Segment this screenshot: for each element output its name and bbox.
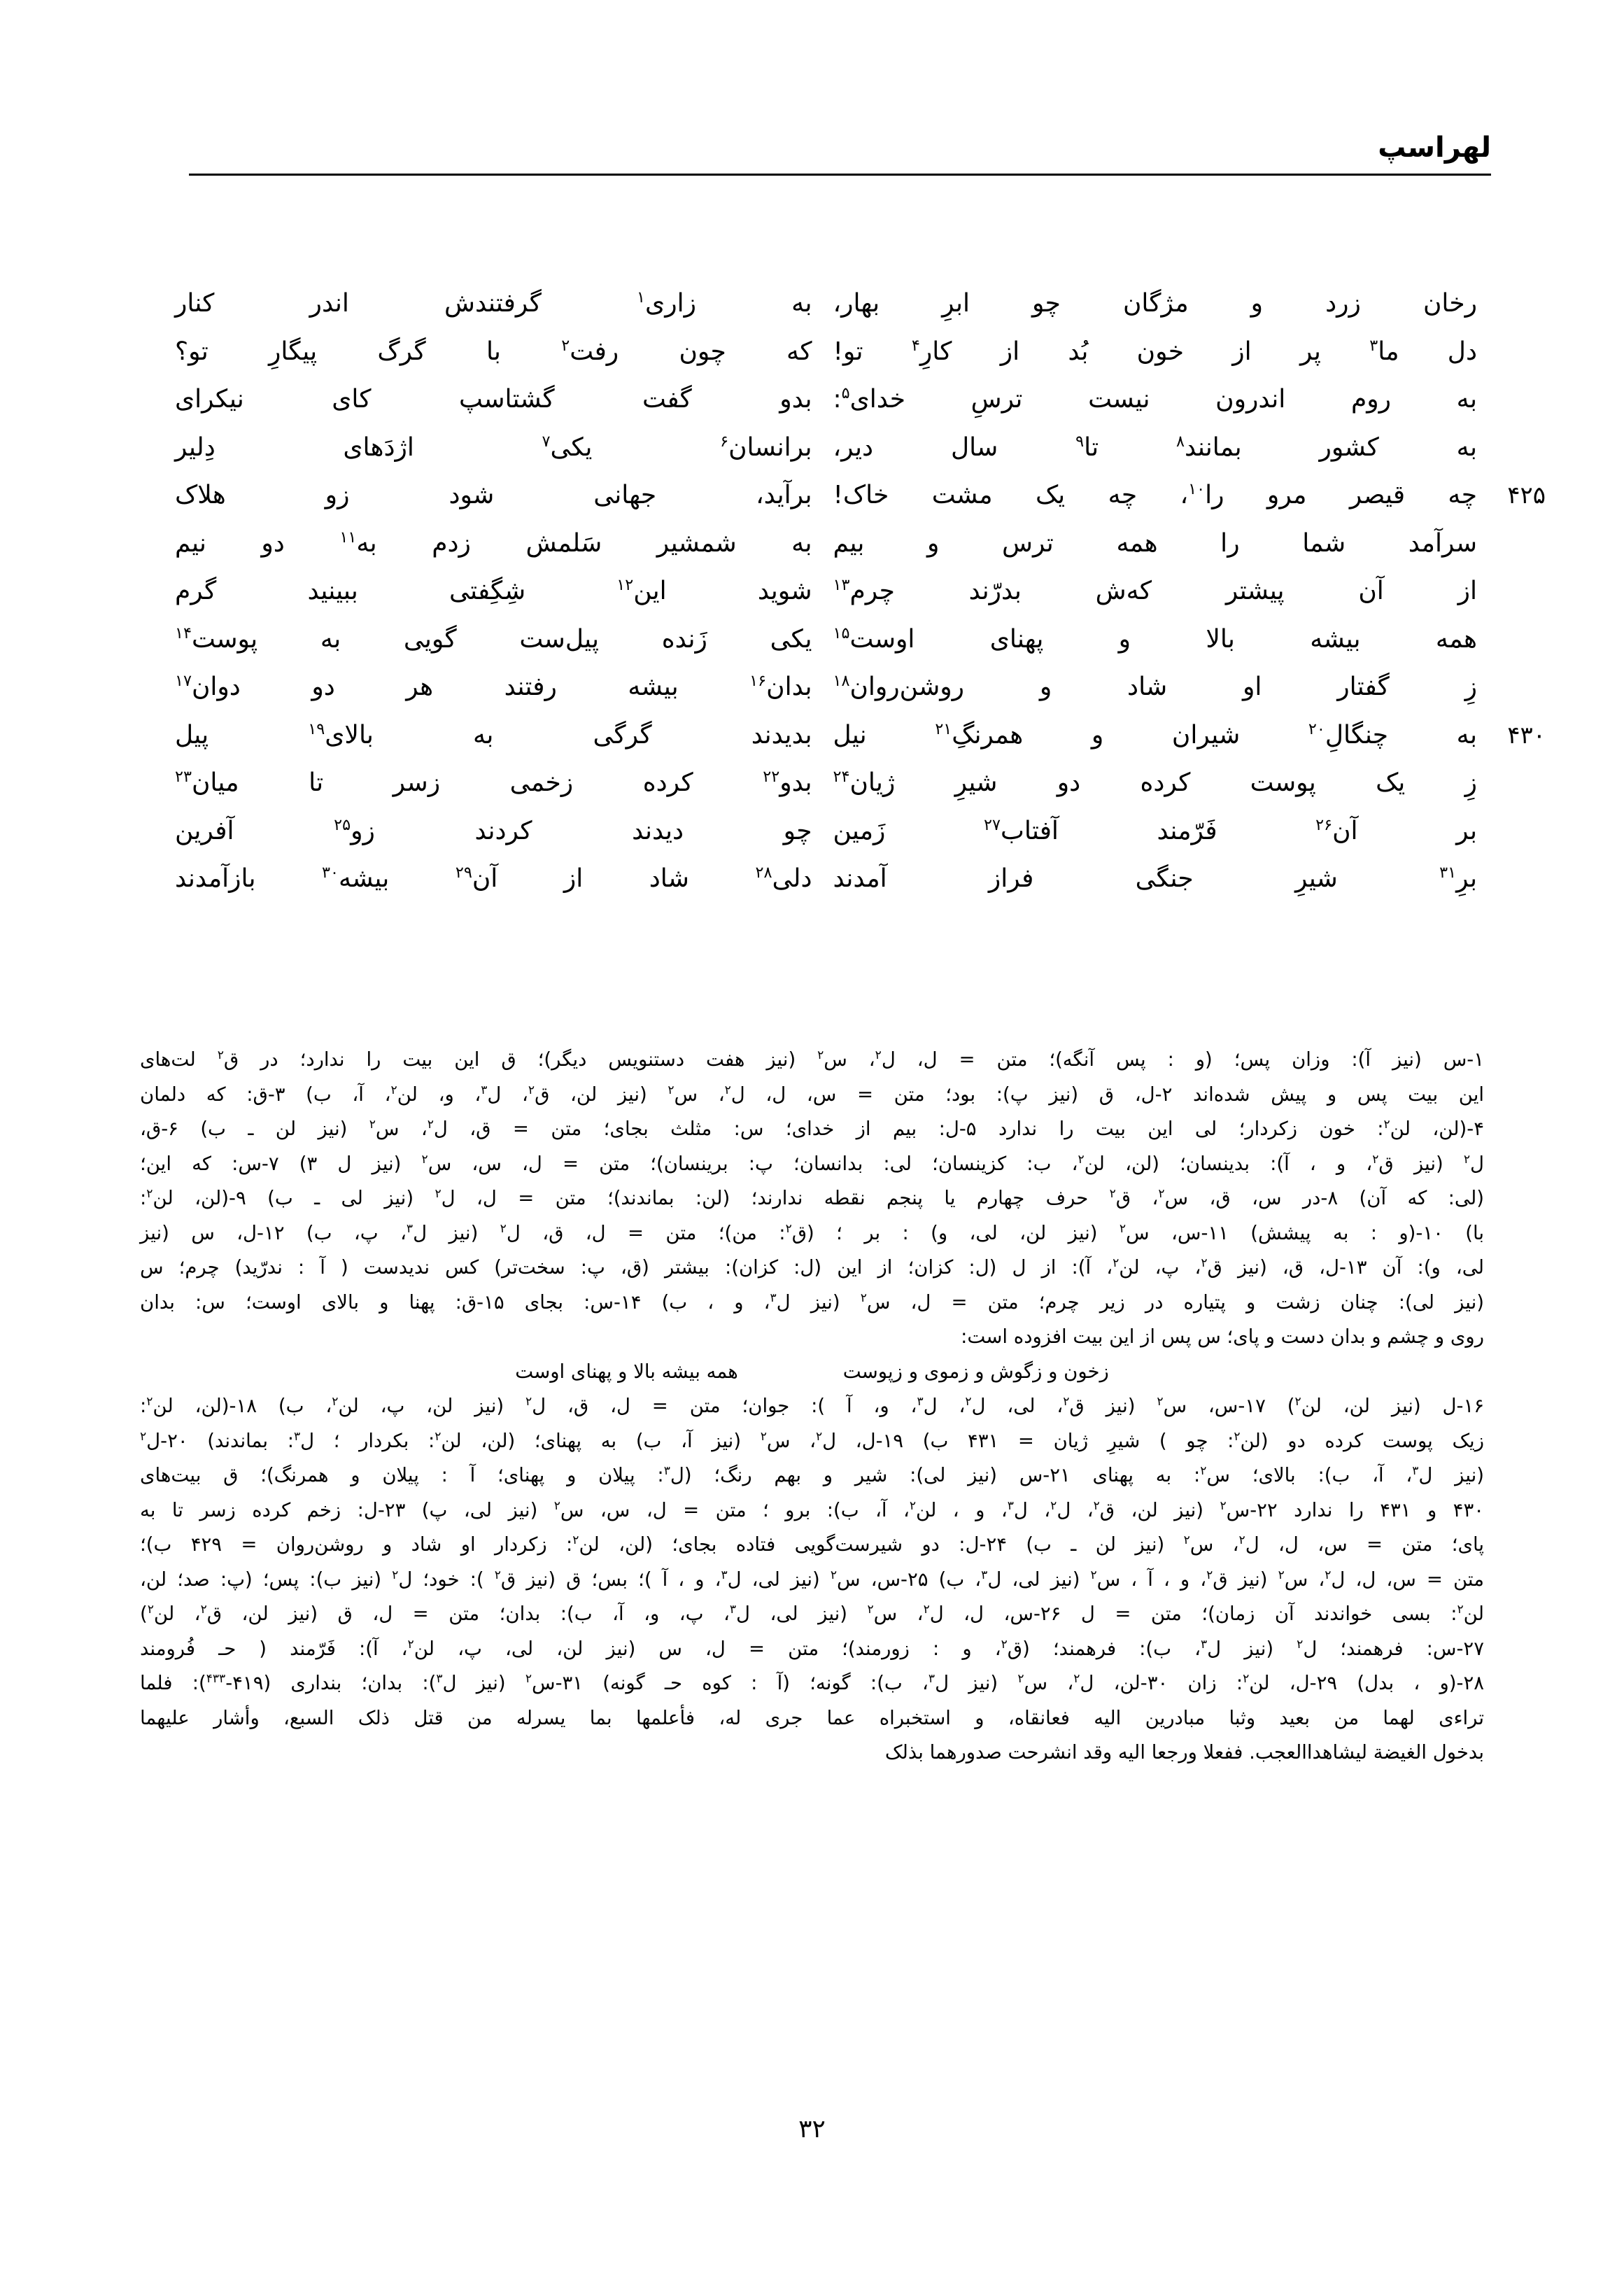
hemistich-first: برانسان$^۶$ یکی$^۷$ اژدَهای دِلیر	[175, 432, 812, 462]
verse-couplet	[147, 328, 1477, 377]
apparatus-line: ل$^۲$ (نیز ق$^۲$، و ، آ): بدینسان؛ (لن، لن$^۲$، ب: کزینسان؛ لی: بدانسان؛ پ: برینسان)؛ متن = ل، س، س$^۲$ (نیز ل ۳) ۷-س: که این؛	[140, 1152, 1484, 1175]
critical-apparatus	[140, 1043, 1484, 1771]
verse-couplet	[147, 472, 1546, 520]
apparatus-line: (نیز ل$^۳$، آ، ب): بالای؛ س$^۲$: به پهنای ۲۱-س (نیز لی): شیر و بهم رنگ؛ (ل$^۳$: پیلان و پهنای؛ آ : پیلان و همرنگ)؛ ق بیت‌های	[140, 1463, 1484, 1486]
apparatus-line: ۴-(لن، لن$^۲$: خون زکردار؛ لی این بیت را ندارد ۵-ل: بیم از خدای؛ س: مثلث بجای؛ متن = ق، ل$^۲$، س$^۲$ (نیز لن ـ ب) ۶-ق،	[140, 1117, 1484, 1140]
apparatus-inserted-hemistich-first: همه بیشه بالا و پهنای اوست	[515, 1360, 738, 1383]
hemistich-second: به چنگالِ$^{۲۰}$ شیران و همرنگِ$^{۲۱}$ نیل	[833, 719, 1478, 750]
apparatus-line: ۲۷-س: فرهمند؛ ل$^۲$ (نیز ل$^۳$، ب): فرهمند؛ (ق$^۲$، و : زورمند)؛ متن = ل، س (نیز لن، لی، پ، لن$^۲$، آ): فَرّمند ( حـ فُرومند	[140, 1637, 1484, 1660]
verse-couplet	[147, 280, 1477, 328]
hemistich-second: زِ یک پوست کرده دو شیرِ ژیان$^{۲۴}$	[833, 768, 1477, 797]
hemistich-first: که چون رفت$^۲$ با گرگ پیگارِ تو؟	[175, 336, 812, 366]
hemistich-first: دلی$^{۲۸}$ شاد از آن$^{۲۹}$ بیشه$^{۳۰}$ بازآمدند	[175, 864, 812, 893]
hemistich-first: شوید این$^{۱۲}$ شِگِفتی ببینید گرم	[175, 576, 812, 605]
hemistich-first: بدیدند گرگی به بالای$^{۱۹}$ پیل	[175, 719, 812, 750]
apparatus-line: روی و چشم و بدان دست و پای؛ س پس از این بیت افزوده است:	[961, 1325, 1484, 1348]
hemistich-first: به شمشیر سَلمش زدم به$^{۱۱}$ دو نیم	[175, 528, 812, 558]
apparatus-line: ۱۶-ل (نیز لن، لن$^۲$) ۱۷-س، س$^۲$ (نیز ق$^۲$، لی، ل$^۲$، ل$^۳$، و، آ ): جوان؛ متن = ل، ق، ل$^۲$ (نیز لن، پ، لن$^۲$، ب) ۱۸-(لن، لن$^۲$:	[140, 1394, 1484, 1417]
apparatus-line: بدخول الغیضة لیشاهدا‌العجب. ففعلا ورجعا الیه وقد انشرحت صدورهما بذلک	[884, 1741, 1484, 1764]
running-head-title: لهراسپ	[1378, 132, 1491, 164]
apparatus-line: زیک پوست کرده دو (لن$^۲$: چو ) شیرِ ژیان = ۴۳۱ ب) ۱۹-ل، ل$^۲$، س$^۲$ (نیز آ، ب) به پهنای؛ (لن، لن$^۲$: بکردار ؛ ل$^۳$: بماندند) ۲۰-ل$^۲$	[140, 1429, 1484, 1452]
verse-couplet	[147, 520, 1477, 568]
apparatus-line: تراءى لهما من بعید وثبا مبادرین الیه فعانقاه، و استخبراه عما جری له، فأعلمها بما یسرله من قتل ذلک السبع، وأشار علیهما	[140, 1706, 1484, 1729]
hemistich-first: بدان$^{۱۶}$ بیشه رفتند هر دو دوان$^{۱۷}$	[175, 672, 812, 701]
apparatus-inserted-hemistich-second: زخون و زگوش و زموی و زپوست	[842, 1360, 1109, 1383]
header-divider-rule	[189, 174, 1491, 176]
apparatus-line: (نیز لی): چنان زشت و پتیاره در زیر چرم؛ متن = ل، س$^۲$ (نیز ل$^۳$، و ، ب) ۱۴-س: بجای ۱۵-ق: پهنا و بالای اوست؛ س: بدان	[140, 1290, 1484, 1314]
apparatus-line: با) ۱۰-(و : به پیشش) ۱۱-س، س$^۲$ (نیز لن، لی، و) : بر ؛ (ق$^۲$: من)؛ متن = ل، ق، ل$^۲$ (نیز ل$^۳$، پ، ب) ۱۲-ل، س (نیز	[140, 1221, 1485, 1244]
apparatus-line: ۱-س (نیز آ): وزان پس؛ (و : پس آنگه)؛ متن = ل، ل$^۲$، س$^۲$ (نیز هفت دستنویس دیگر)؛ ق این بیت را ندارد؛ در ق$^۲$ لت‌های	[140, 1048, 1485, 1071]
hemistich-first: چو دیدند کردند زو$^{۲۵}$ آفرین	[175, 815, 812, 845]
verse-number: ۴۲۵	[1507, 481, 1546, 509]
apparatus-line: لی، و): آن ۱۳-ل، ق، (نیز ق$^۲$، پ، لن$^۲$، آ): از ل (ل: کزان؛ از این (ل: کزان): بیشتر (ق، پ: سخت‌تر) کس ندیدست ( آ : ندرّید) چرم؛ س	[140, 1255, 1484, 1279]
verse-couplet	[147, 855, 1477, 903]
apparatus-line: ۲۸-(و ، بدل) ۲۹-ل، لن$^۲$: زان ۳۰-لن، ل$^۲$، س$^۲$ (نیز ل$^۳$، ب): گونه؛ (آ : کوه حـ گونه) ۳۱-س$^۲$ (نیز ل$^۳$): بدان؛ بنداری (۴۱۹-$^{۴۳۳}$): فلما	[140, 1671, 1484, 1694]
running-head	[133, 130, 1491, 182]
hemistich-second: زِ گفتار او شاد و روشن‌روان$^{۱۸}$	[833, 672, 1477, 701]
hemistich-first: یکی زَنده پیل‌ست گویی به پوست$^{۱۴}$	[175, 624, 812, 654]
hemistich-second: از آن پیشتر که‌ش بدرّند چرم$^{۱۳}$	[833, 576, 1477, 605]
apparatus-inserted-verse	[140, 1355, 1484, 1390]
verse-couplet	[147, 616, 1477, 664]
verse-couplet	[147, 663, 1477, 712]
hemistich-second: دل ما$^۳$ پر از خون بُد از کارِ$^۴$ تو!	[833, 336, 1477, 366]
verse-couplet	[147, 712, 1546, 760]
verse-couplet	[147, 424, 1477, 472]
verse-couplet	[147, 808, 1477, 856]
apparatus-line: این بیت پس و پیش شده‌اند ۲-ل، ق (نیز پ): بود؛ متن = س، ل، ل$^۲$، س$^۲$ (نیز لن، ق$^۲$، ل$^۳$، و، لن$^۲$، آ، ب) ۳-ق: که دلمان	[140, 1083, 1484, 1106]
apparatus-line: لن$^۲$: بسی خواندند آن زمان)؛ متن = ل ۲۶-س، ل، ل$^۲$، س$^۲$ (نیز لی، ل$^۳$، پ، و، آ، ب): بدان؛ متن = ل، ق (نیز لن، ق$^۲$، لن$^۲$)	[140, 1602, 1484, 1625]
apparatus-line: ۴۳۰ و ۴۳۱ را ندارد ۲۲-س$^۲$ (نیز لن، ق$^۲$، ل$^۲$، ل$^۳$، و ، لن$^۲$، آ، ب): برو ؛ متن = ل، س، س$^۲$ (نیز لی، پ) ۲۳-ل: زخم کرده زسر تا به	[140, 1498, 1484, 1521]
verse-couplet	[147, 759, 1477, 808]
hemistich-second: رخان زرد و مژگان چو ابرِ بهار،	[833, 289, 1477, 318]
hemistich-second: به روم اندرون نیست ترسِ خدای$^۵$:	[833, 384, 1477, 414]
hemistich-first: برآید، جهانی شود زو هلاک	[175, 481, 812, 509]
hemistich-first: بدو$^{۲۲}$ کرده زخمی زسر تا میان$^{۲۳}$	[175, 768, 812, 797]
hemistich-second: به کشور بمانند$^۸$ تا$^۹$ سال دیر،	[833, 432, 1477, 462]
apparatus-line: پای؛ متن = س، ل، ل$^۲$، س$^۲$ (نیز لن ـ ب) ۲۴-ل: دو شیرست‌گویی فتاده بجای؛ (لن، لن$^۲$: زکردار او شاد و روشن‌روان = ۴۲۹ ب)؛	[140, 1533, 1485, 1556]
hemistich-second: سرآمد شما را همه ترس و بیم	[833, 528, 1477, 558]
apparatus-line: متن = س، ل، ل$^۲$، س$^۲$ (نیز ق$^۲$، و ، آ ، س$^۲$ (نیز لی، ل$^۳$، ب) ۲۵-س، س$^۲$ (نیز لی، ل$^۳$، و ، آ )؛ بس؛ ق (نیز ق$^۲$ ): خود؛ ل$^۲$ (نیز ب): پس؛ (پ: صد؛ لن،	[140, 1568, 1484, 1591]
hemistich-second: همه بیشه بالا و پهنای اوست$^{۱۵}$	[833, 624, 1477, 654]
hemistich-second: چه قیصر مرو را$^{۱۰}$، چه یک مشت خاک!	[833, 480, 1477, 509]
hemistich-first: بدو گفت گشتاسپ کای نیکرای	[175, 385, 812, 414]
verse-couplet	[147, 376, 1477, 424]
hemistich-first: به زاری$^۱$ گرفتندش اندر کنار	[175, 288, 812, 318]
verse-couplet	[147, 568, 1477, 616]
verse-block	[147, 280, 1546, 903]
hemistich-second: بر آن$^{۲۶}$ فَرّمند آفتاب$^{۲۷}$ زَمین	[833, 815, 1477, 845]
hemistich-second: برِ$^{۳۱}$ شیرِ جنگی فراز آمدند	[833, 864, 1477, 893]
page-number: ۳۲	[798, 2115, 826, 2144]
verse-number: ۴۳۰	[1507, 721, 1546, 750]
apparatus-line: (لی: که آن) ۸-در س، ق، س$^۲$، ق$^۲$ حرف چهارم یا پنجم نقطه ندارند؛ (لن: بماندند)؛ متن = ل، ل$^۲$ (نیز لی ـ ب) ۹-(لن، لن$^۲$:	[140, 1186, 1484, 1209]
